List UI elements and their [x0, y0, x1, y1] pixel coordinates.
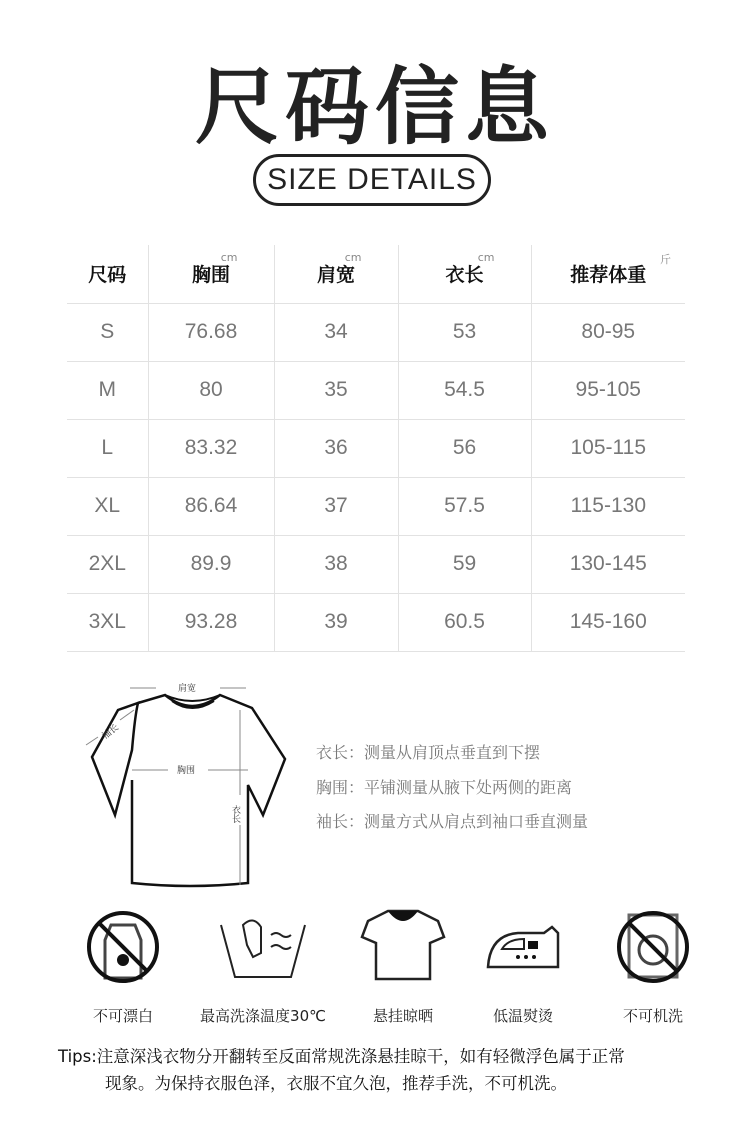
- table-cell: 76.68: [148, 303, 274, 361]
- table-cell: 83.32: [148, 419, 274, 477]
- table-cell: 38: [274, 535, 398, 593]
- header-label: 胸围: [191, 264, 230, 287]
- table-cell: 89.9: [148, 535, 274, 593]
- hand-wash-icon: [213, 905, 313, 985]
- header-label: 推荐体重: [570, 264, 647, 287]
- unit-label: cm: [477, 251, 495, 264]
- table-cell: L: [67, 419, 148, 477]
- table-cell: 36: [274, 419, 398, 477]
- table-cell: 105-115: [531, 419, 685, 477]
- care-label: 不可漂白: [92, 1007, 153, 1025]
- table-cell: 95-105: [531, 361, 685, 419]
- unit-label: cm: [344, 251, 362, 264]
- table-cell: XL: [67, 477, 148, 535]
- table-cell: 86.64: [148, 477, 274, 535]
- table-cell: 2XL: [67, 535, 148, 593]
- table-row: [67, 593, 685, 651]
- care-low-iron: [453, 905, 593, 1026]
- column-header: [274, 245, 398, 303]
- note-chest: 胸围：平铺测量从腋下处两侧的距离: [316, 777, 573, 797]
- table-cell: 56: [398, 419, 531, 477]
- table-row: [67, 535, 685, 593]
- table-cell: S: [67, 303, 148, 361]
- table-cell: 35: [274, 361, 398, 419]
- care-label: 悬挂晾晒: [372, 1007, 433, 1025]
- page-title: 尺码信息: [194, 58, 555, 156]
- column-header: [531, 245, 685, 303]
- care-no-machine-wash: [583, 905, 723, 1026]
- table-cell: 53: [398, 303, 531, 361]
- subtitle-badge: SIZE DETAILS: [253, 154, 491, 206]
- column-header: [398, 245, 531, 303]
- shoulder-label: 肩宽: [178, 684, 197, 694]
- header-label: 衣长: [445, 264, 484, 287]
- table-row: [67, 477, 685, 535]
- care-hang-dry: [333, 905, 473, 1026]
- care-tips: [58, 1043, 718, 1097]
- sleeve-label: 袖长: [100, 722, 122, 742]
- table-cell: 93.28: [148, 593, 274, 651]
- measurement-notes: [316, 736, 588, 840]
- table-cell: 145-160: [531, 593, 685, 651]
- note-sleeve: 袖长：测量方式从肩点到袖口垂直测量: [316, 812, 589, 831]
- table-cell: 54.5: [398, 361, 531, 419]
- unit-label: cm: [220, 251, 238, 264]
- header-label: 肩宽: [316, 264, 355, 287]
- table-cell: M: [67, 361, 148, 419]
- table-cell: 80-95: [531, 303, 685, 361]
- table-cell: 57.5: [398, 477, 531, 535]
- column-header: [67, 245, 148, 303]
- unit-label: 斤: [660, 253, 671, 266]
- care-label: 最高洗涤温度30℃: [200, 1007, 326, 1025]
- no-bleach-icon: [83, 905, 163, 985]
- table-cell: 60.5: [398, 593, 531, 651]
- table-cell: 3XL: [67, 593, 148, 651]
- note-length: 衣长：测量从肩顶点垂直到下摆: [316, 743, 541, 762]
- chest-label: 胸围: [177, 766, 196, 776]
- care-hand-wash: [193, 905, 333, 1026]
- care-no-bleach: [53, 905, 193, 1026]
- no-machine-wash-icon: [613, 905, 693, 985]
- table-cell: 39: [274, 593, 398, 651]
- table-cell: 59: [398, 535, 531, 593]
- care-label: 低温熨烫: [492, 1007, 553, 1025]
- size-table: [67, 245, 685, 652]
- tips-line-1: Tips:注意深浅衣物分开翻转至反面常规洗涤悬挂晾干，如有轻微浮色属于正常: [58, 1047, 625, 1066]
- table-cell: 115-130: [531, 477, 685, 535]
- table-cell: 80: [148, 361, 274, 419]
- length-label: 衣长: [230, 805, 240, 823]
- tips-line-2: 现象。为保持衣服色泽，衣服不宜久泡，推荐手洗，不可机洗。: [105, 1074, 567, 1093]
- table-cell: 37: [274, 477, 398, 535]
- table-cell: 130-145: [531, 535, 685, 593]
- tshirt-diagram: [80, 675, 310, 895]
- header-label: 尺码: [88, 264, 127, 287]
- table-row: [67, 303, 685, 361]
- table-row: [67, 361, 685, 419]
- care-label: 不可机洗: [622, 1007, 683, 1025]
- table-cell: 34: [274, 303, 398, 361]
- low-iron-icon: [478, 905, 568, 985]
- table-row: [67, 419, 685, 477]
- column-header: [148, 245, 274, 303]
- hang-dry-icon: [358, 905, 448, 985]
